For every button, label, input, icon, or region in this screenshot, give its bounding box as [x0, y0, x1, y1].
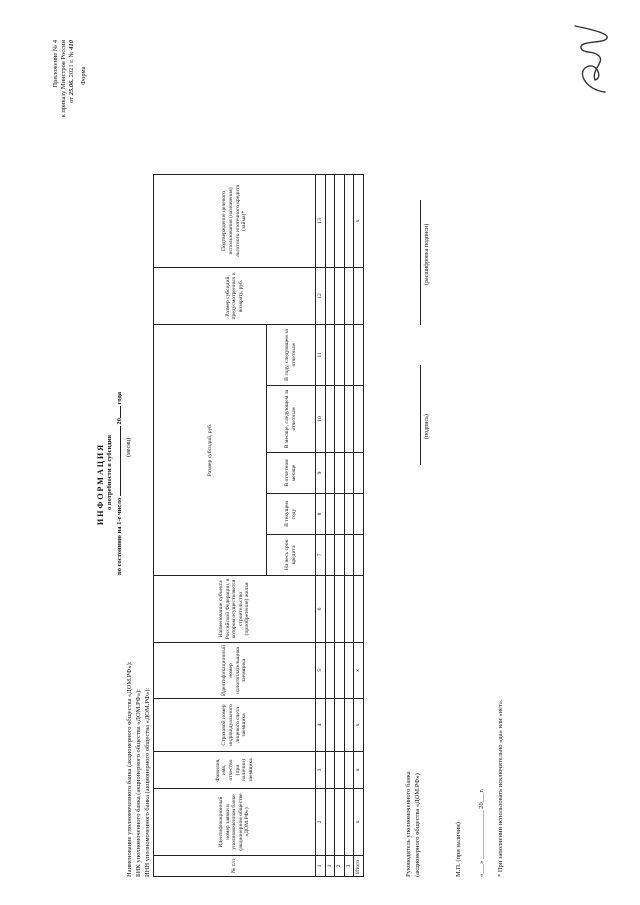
col-num: 10 — [316, 385, 326, 452]
stamp-label: М.П. (при наличии) — [455, 822, 462, 877]
th-fullname: Фамилия, имя, отчество (при наличии) заемщика — [154, 752, 316, 789]
month-caption: (месяц) — [126, 437, 132, 457]
col-num: 8 — [316, 493, 326, 534]
doc-title: И Н Ф О Р М А Ц И Я — [96, 445, 105, 525]
th-number: № п/п — [154, 856, 316, 877]
th-refund: Размер субсидий, предусмотренных к возврату, руб. — [154, 267, 316, 324]
subsidy-table — [153, 174, 364, 877]
col-num: 4 — [316, 699, 326, 752]
th-subsidy-year: В текущем году — [267, 493, 316, 534]
col-num: 13 — [316, 174, 326, 267]
col-num: 2 — [316, 789, 326, 856]
col-num: 9 — [316, 452, 326, 493]
col-num: 12 — [316, 267, 326, 324]
col-num: 6 — [316, 575, 326, 642]
asof-line: по состоянию на 1-е число 20 года — [116, 392, 123, 575]
th-subsidy-next-year: В году, следующем за отчетным — [267, 324, 316, 385]
bank-inn-field: ИНН уполномоченного банка (акционерного общества «ДОМ.РФ»): — [144, 687, 151, 877]
th-confirmation: Подтверждение целевого использования (назначения) льготного ипотечного кредита (займа)* — [154, 174, 316, 267]
bank-name-field: Наименование уполномоченного банка (акционерного общества «ДОМ.РФ»): — [126, 661, 133, 877]
decode-line — [420, 200, 421, 325]
appendix-line1: Приложение № 4 — [52, 40, 59, 88]
date-line: «___» _______________ 20___г. — [478, 788, 485, 877]
th-subsidy-total: На весь срок кредита — [267, 534, 316, 575]
sign-caption: (подпись) — [424, 414, 430, 439]
handwritten-signature — [565, 20, 625, 100]
header-row-1 — [154, 174, 267, 876]
appendix-line3: от 25.06. 2021 г. № 410 — [68, 40, 75, 103]
th-region: Наименование субъекта Российской Федерации, в котором осуществляется строительство (приобретение) жилья — [154, 575, 316, 642]
table-row: 2 — [335, 174, 345, 876]
column-number-row — [316, 174, 326, 876]
col-num: 3 — [316, 752, 326, 789]
head-line2: (акционерного общества «ДОМ.РФ») — [414, 773, 421, 877]
th-subsidy-month: В отчетном месяце — [267, 452, 316, 493]
col-num: 11 — [316, 324, 326, 385]
bank-bik-field: БИК уполномоченного банка (акционерного общества «ДОМ.РФ»): — [135, 689, 142, 877]
col-num: 1 — [316, 856, 326, 877]
decode-caption: (расшифровка подписи) — [424, 223, 430, 285]
total-row: Итого х х х х х — [354, 174, 364, 876]
col-num: 7 — [316, 534, 326, 575]
appendix-line2: к приказу Минстроя России — [60, 40, 67, 118]
th-application-id: Идентификационный номер заявки в уполномоченном банке (акционерном обществе «ДОМ.РФ») — [154, 789, 316, 856]
form-label: Форма — [80, 66, 87, 85]
col-num: 5 — [316, 642, 326, 698]
th-snils: Страховой номер индивидуального лицевого счета заемщика — [154, 699, 316, 752]
th-subsidy-next-month: В месяце, следующем за отчетным — [267, 385, 316, 452]
appendix-date: 25.06. — [68, 79, 75, 96]
table-row: 1 — [325, 174, 335, 876]
head-line1: Руководитель уполномоченного банка — [405, 771, 412, 877]
total-label: Итого — [354, 856, 364, 877]
footnote: * При заполнении использовать исключительно «да» или «нет». — [497, 699, 504, 877]
appendix-block — [52, 40, 76, 190]
appendix-number: 410 — [68, 40, 75, 50]
sign-line — [420, 365, 421, 465]
doc-subtitle: о потребности в субсидии — [106, 434, 113, 510]
th-inn: Идентификационный номер налогоплательщика заемщика — [154, 642, 316, 698]
table-row: 3 — [344, 174, 354, 876]
th-subsidy: Размер субсидий, руб. — [154, 324, 267, 575]
